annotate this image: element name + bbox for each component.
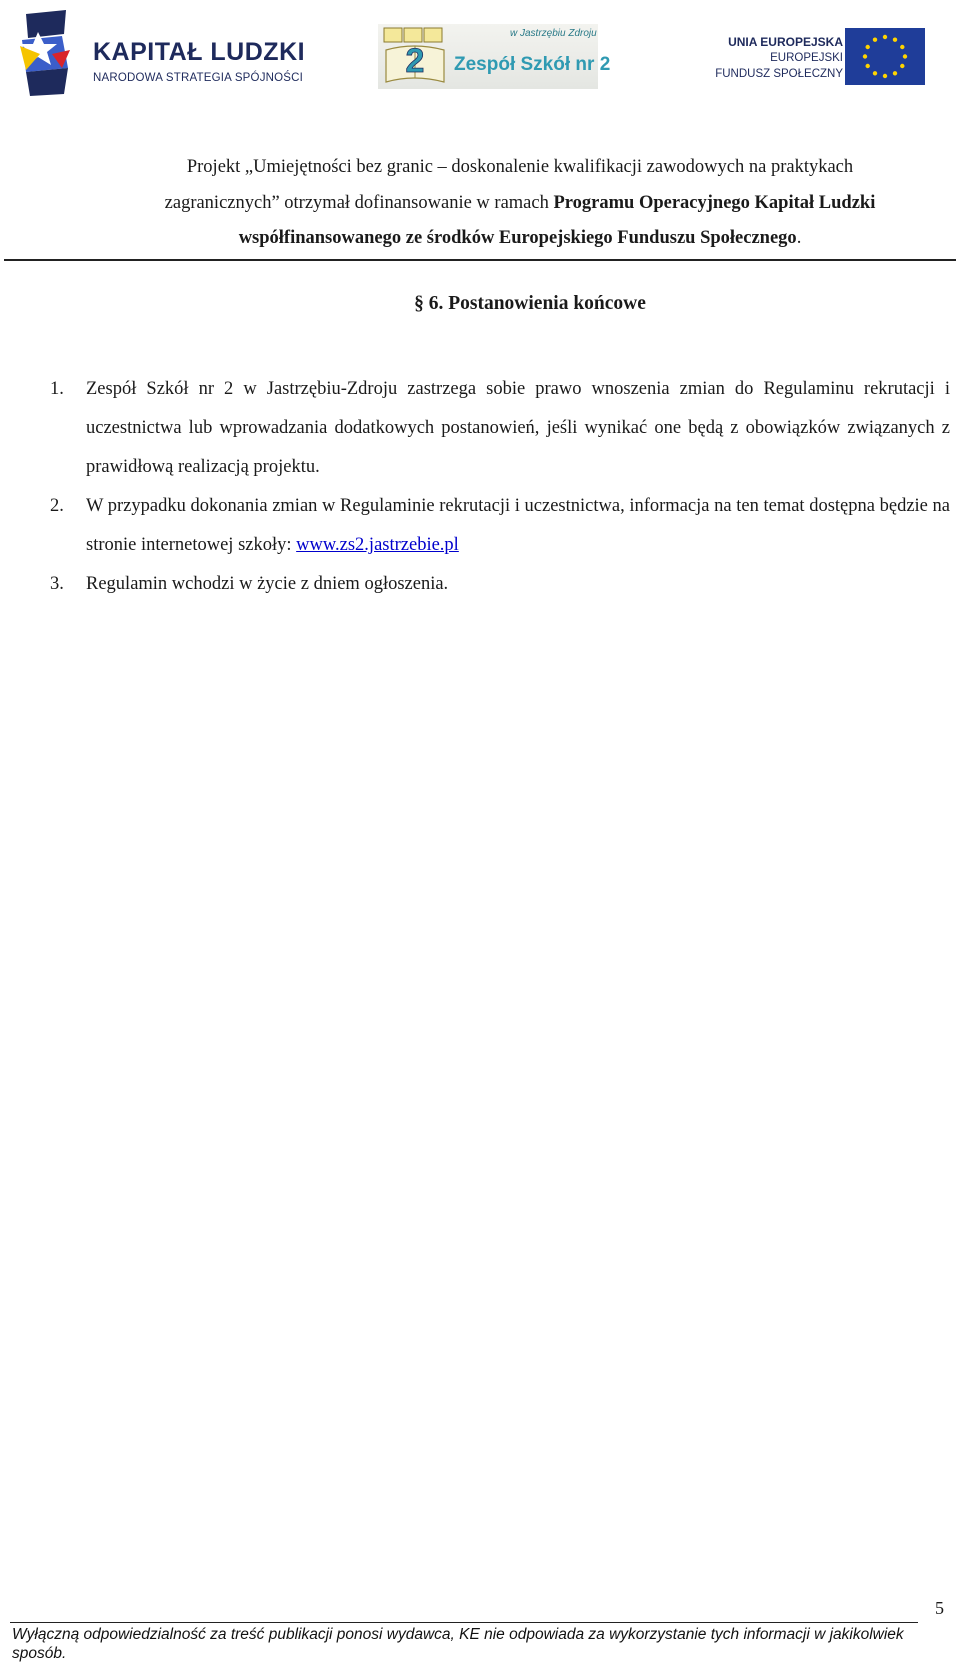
kapital-ludzki-logo — [18, 10, 306, 100]
eu-logo-line3: FUNDUSZ SPOŁECZNY — [715, 68, 843, 80]
funding-line-3 — [120, 221, 920, 257]
list-item-text: Regulamin wchodzi w życie z dniem ogłoszenia. — [86, 574, 449, 594]
list-item-number: 3. — [50, 574, 64, 594]
kapital-ludzki-title: KAPITAŁ LUDZKI — [93, 38, 306, 66]
header-divider — [4, 259, 956, 261]
funding-fund-name: współfinansowanego ze środków Europejskiego Funduszu Społecznego — [238, 228, 797, 248]
eu-logo-line1: UNIA EUROPEJSKA — [728, 35, 843, 49]
school-logo-location: w Jastrzębiu Zdroju — [510, 28, 597, 39]
eu-logo-line2: EUROPEJSKI — [770, 52, 843, 64]
school-website-link[interactable]: www.zs2.jastrzebie.pl — [296, 535, 459, 555]
school-book-icon — [382, 26, 448, 87]
footer-disclaimer: Wyłączną odpowiedzialność za treść publikacji ponosi wydawca, KE nie odpowiada za wykorzystanie tych informacji w jakikolwiek sposób. — [12, 1626, 904, 1662]
list-item — [50, 487, 950, 565]
kapital-ludzki-star-icon — [18, 10, 74, 96]
funding-line-3-end: . — [796, 228, 802, 248]
provisions-list — [50, 370, 950, 604]
footer-divider — [10, 1622, 918, 1623]
list-item-number: 1. — [50, 379, 64, 399]
kapital-ludzki-subtitle: NARODOWA STRATEGIA SPÓJNOŚCI — [93, 72, 304, 84]
school-logo — [378, 24, 611, 89]
header-logos — [0, 0, 960, 110]
funding-line-2-text: zagranicznych” otrzymał dofinansowanie w ramach — [164, 192, 554, 213]
list-item-text: Zespół Szkół nr 2 w Jastrzębiu-Zdroju zastrzega sobie prawo wnoszenia zmian do Regulaminu rekrutacji i uczestnictwa lub wprowadzania dodatkowych postanowień, jeśli wynikać one będą z obowiązków związanych z prawidłową realizacją projektu. — [86, 379, 950, 477]
section-title: § 6. Postanowienia końcowe — [414, 293, 646, 314]
school-logo-title: Zespół Szkół nr 2 — [454, 54, 611, 75]
funding-line-2 — [120, 186, 920, 222]
funding-line-1: Projekt „Umiejętności bez granic – doskonalenie kwalifikacji zawodowych na praktykach — [186, 157, 854, 177]
list-item-number: 2. — [50, 496, 64, 516]
eu-logo — [685, 12, 943, 97]
funding-statement — [120, 150, 920, 257]
funding-program-name: Programu Operacyjnego Kapitał Ludzki — [553, 192, 876, 213]
svg-text:2: 2 — [405, 42, 425, 80]
list-item-text — [86, 487, 950, 565]
list-item — [50, 370, 950, 487]
eu-flag-icon — [845, 28, 925, 85]
list-item — [50, 565, 950, 604]
list-item-text-body: W przypadku dokonania zmian w Regulaminie rekrutacji i uczestnictwa, informacja na ten temat dostępna będzie na stronie internetowej szkoły: — [86, 496, 950, 555]
page-number: 5 — [935, 1598, 944, 1618]
